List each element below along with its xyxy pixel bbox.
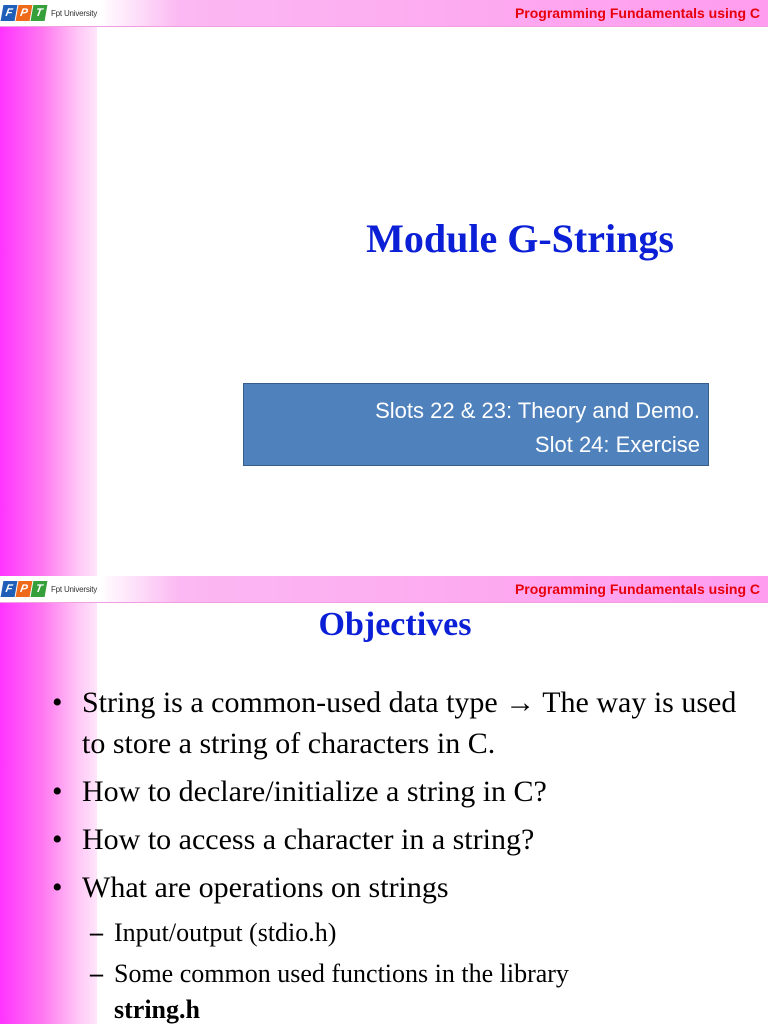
bullet-item: • How to access a character in a string? — [50, 819, 760, 860]
fpt-logo — [2, 4, 97, 22]
sub-bullet-item: – Input/output (stdio.h) — [50, 915, 760, 951]
library-name: string.h — [114, 995, 200, 1024]
logo-letter-t: T — [31, 5, 48, 21]
slide-header — [0, 0, 768, 27]
logo-text: Fpt University — [51, 584, 98, 594]
objectives-title: Objectives — [318, 606, 472, 643]
bullet-item: • What are operations on strings — [50, 867, 760, 908]
slots-line-1: Slots 22 & 23: Theory and Demo. — [375, 398, 700, 423]
logo-text: Fpt University — [51, 8, 98, 18]
course-title: Programming Fundamentals using C — [514, 5, 760, 21]
bullet-item: • How to declare/initialize a string in C? — [50, 771, 760, 812]
logo-letter-t: T — [31, 581, 48, 597]
course-title: Programming Fundamentals using C — [514, 581, 760, 597]
objectives-list — [50, 682, 760, 1024]
fpt-logo — [2, 580, 97, 598]
sub-bullet-text: Some common used functions in the library — [114, 959, 569, 988]
objectives-slide — [0, 576, 768, 1024]
slide-header — [0, 576, 768, 603]
side-gradient-bar — [0, 0, 97, 576]
bullet-item: • String is a common-used data type → The way is used to store a string of characters in C. — [50, 682, 760, 764]
logo-letter-f: F — [1, 5, 18, 21]
logo-letter-p: P — [16, 5, 33, 21]
logo-letter-p: P — [16, 581, 33, 597]
module-title: Module G-Strings — [366, 216, 674, 261]
slots-box — [243, 383, 709, 466]
slots-line-2: Slot 24: Exercise — [534, 432, 700, 457]
sub-bullet-item — [50, 956, 760, 1024]
logo-letter-f: F — [1, 581, 18, 597]
